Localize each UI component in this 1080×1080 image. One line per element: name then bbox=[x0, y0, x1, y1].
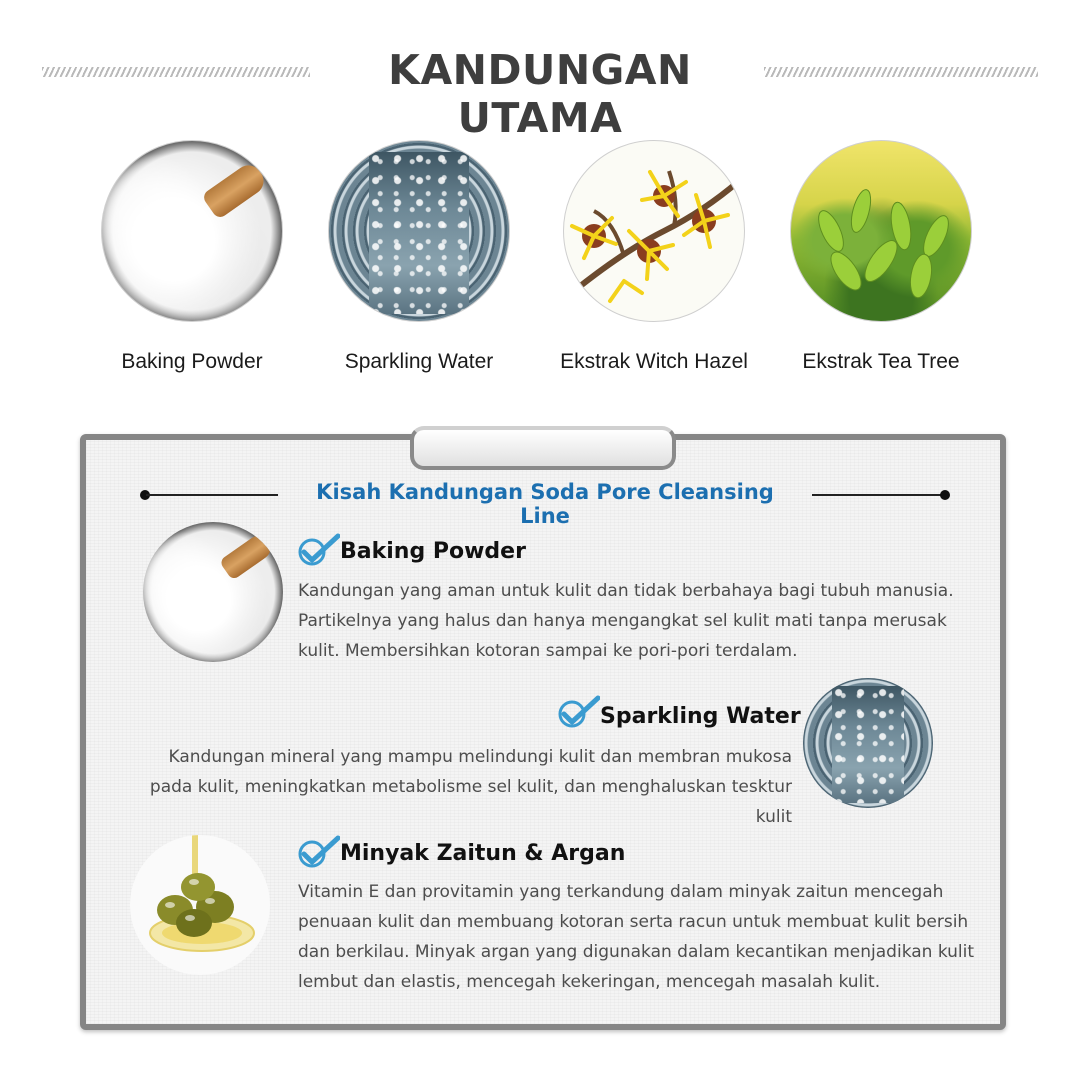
bullet-dot-right bbox=[940, 490, 950, 500]
description-line: kulit. Membersihkan kotoran sampai ke pori-pori terdalam. bbox=[298, 641, 798, 661]
witch-hazel-photo bbox=[563, 140, 745, 322]
ingredient-label: Sparkling Water bbox=[344, 350, 494, 373]
story-title: Kisah Kandungan Soda Pore Cleansing Line bbox=[316, 480, 774, 528]
header bbox=[0, 40, 1080, 142]
check-icon bbox=[296, 834, 340, 870]
item-description bbox=[298, 877, 982, 997]
item-heading: Minyak Zaitun & Argan bbox=[340, 841, 626, 866]
baking-powder-photo bbox=[143, 522, 283, 662]
hatch-divider-left bbox=[42, 67, 310, 77]
olive-oil-photo bbox=[130, 835, 270, 975]
ingredient-label: Ekstrak Witch Hazel bbox=[560, 350, 748, 373]
board-clip bbox=[410, 426, 676, 470]
ingredient-baking-powder bbox=[72, 140, 312, 374]
check-icon bbox=[556, 694, 600, 730]
sparkling-water-photo bbox=[803, 678, 933, 808]
ingredient-witch-hazel bbox=[534, 140, 774, 374]
ingredient-label: Ekstrak Tea Tree bbox=[802, 350, 960, 373]
story-title-row bbox=[140, 478, 950, 528]
rule-left bbox=[146, 494, 278, 496]
sparkling-water-photo bbox=[328, 140, 510, 322]
description-line: Kandungan mineral yang mampu melindungi kulit dan membran mukosa bbox=[168, 747, 792, 767]
check-icon bbox=[296, 532, 340, 568]
ingredient-sparkling-water bbox=[299, 140, 539, 374]
description-line: penuaan kulit dan membuang kotoran serta racun untuk membuat kulit bersih bbox=[298, 912, 969, 932]
rule-right bbox=[812, 494, 944, 496]
description-line: Kandungan yang aman untuk kulit dan tidak berbahaya bagi tubuh manusia. bbox=[298, 581, 954, 601]
baking-powder-photo bbox=[101, 140, 283, 322]
page-title: KANDUNGAN UTAMA bbox=[388, 46, 692, 142]
description-line: dan berkilau. Minyak argan yang digunakan dalam kecantikan menjadikan kulit bbox=[298, 942, 975, 962]
item-heading: Baking Powder bbox=[340, 539, 526, 564]
hatch-divider-right bbox=[764, 67, 1038, 77]
tea-tree-photo bbox=[790, 140, 972, 322]
description-line: Partikelnya yang halus dan hanya mengangkat sel kulit mati tanpa merusak bbox=[298, 611, 947, 631]
description-line: pada kulit, meningkatkan metabolisme sel kulit, dan menghaluskan tesktur kulit bbox=[149, 777, 792, 827]
ingredient-tea-tree bbox=[761, 140, 1001, 374]
description-line: Vitamin E dan provitamin yang terkandung dalam minyak zaitun mencegah bbox=[298, 882, 944, 902]
description-line: lembut dan elastis, mencegah kekeringan, mencegah masalah kulit. bbox=[298, 972, 881, 992]
item-description bbox=[110, 742, 792, 832]
item-description bbox=[298, 576, 968, 666]
item-heading: Sparkling Water bbox=[600, 704, 801, 729]
ingredient-label: Baking Powder bbox=[121, 350, 263, 373]
